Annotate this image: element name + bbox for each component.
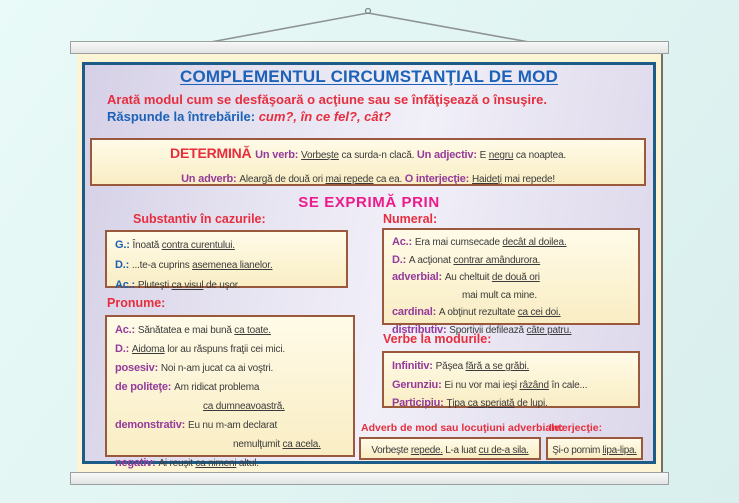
text-segment: Ţipa [446, 398, 468, 409]
text-segment: de lupi. [514, 398, 548, 409]
text-segment: nemulţumit [233, 439, 283, 450]
text-line [550, 439, 639, 460]
text-line [115, 255, 338, 275]
text-segment: Vorbeşte [301, 150, 339, 161]
text-segment: asemenea lianelor. [192, 260, 273, 271]
numeral-heading: Numeral: [383, 212, 438, 226]
text-segment: repede. [410, 445, 443, 456]
text-segment: în cale... [548, 379, 588, 391]
text-segment: D.: [115, 259, 132, 271]
substantiv-heading: Substantiv în cazurile: [133, 212, 266, 226]
text-segment: râzând [519, 379, 549, 391]
text-line [392, 376, 630, 395]
text-line [115, 453, 345, 472]
verbe-heading: Verbe la modurile: [383, 332, 492, 346]
bottom-rail [70, 472, 669, 485]
text-line [115, 415, 345, 434]
text-segment: Ac.: [392, 236, 415, 248]
text-line [115, 396, 345, 415]
hanger-ring-icon [366, 9, 371, 14]
text-segment: adverbial: [392, 271, 445, 283]
text-segment: ca surda-n clacă. [338, 150, 417, 161]
text-segment: ca toate. [234, 325, 271, 336]
text-line [363, 439, 537, 460]
text-line [115, 434, 345, 453]
text-segment: ca acela. [282, 439, 321, 450]
text-segment: Am ridicat problema [174, 382, 260, 393]
text-segment: posesiv: [115, 362, 161, 374]
text-segment: Ai reuşit [158, 458, 196, 469]
text-line [100, 142, 636, 167]
text-segment: ...te-a cuprins [131, 260, 193, 271]
interjectie-box [546, 437, 643, 460]
text-segment: DETERMINĂ [170, 145, 256, 161]
pronume-box [105, 315, 355, 469]
text-line [392, 251, 630, 269]
text-line [115, 320, 345, 339]
text-segment: Gerunziu: [392, 378, 445, 391]
adverb-heading: Adverb de mod sau locuţiuni adverbiale: [361, 422, 564, 434]
text-segment: G.: [115, 239, 133, 251]
text-line [392, 268, 630, 286]
text-segment: de uşor. [203, 280, 240, 291]
text-segment: L-a luat [442, 445, 479, 456]
text-segment: Ei nu vor mai ieşi [444, 379, 520, 391]
top-rail [70, 41, 669, 54]
questions-text: cum?, în ce fel?, cât? [258, 109, 391, 124]
text-segment: Pluteşti [137, 280, 172, 291]
text-segment: Aleargă de două ori [239, 174, 326, 185]
text-segment: E [479, 150, 489, 161]
text-segment: ca ea. [373, 174, 405, 185]
text-segment: demonstrativ: [115, 419, 188, 431]
text-segment: contra curentului. [161, 240, 235, 251]
verbe-box [382, 351, 640, 408]
text-segment: Au cheltuit [444, 272, 492, 283]
text-line [100, 167, 636, 191]
page-title: COMPLEMENTUL CIRCUMSTANŢIAL DE MOD [180, 67, 558, 86]
text-segment: fără a se grăbi. [465, 361, 530, 372]
text-segment: mai repede! [501, 174, 555, 185]
text-segment: de politeţe: [115, 381, 175, 393]
text-segment: Un adjectiv: [416, 149, 480, 161]
text-segment: Vorbeşte [371, 445, 411, 456]
text-line [115, 275, 338, 295]
text-segment: D.: [392, 253, 409, 266]
text-line [115, 339, 345, 358]
text-segment: Şi-o pornim [552, 445, 603, 456]
text-segment: decât al doilea. [502, 237, 567, 248]
text-line [392, 286, 630, 304]
substantiv-box [105, 230, 348, 291]
text-segment: A obţinut rezultate [438, 307, 518, 318]
text-line [115, 377, 345, 396]
text-segment: Sănătatea e mai bună [137, 325, 235, 336]
text-segment: A acţionat [408, 254, 454, 266]
interjectie-heading: Interjecţie: [549, 422, 603, 434]
text-segment: Participiu: [392, 397, 447, 409]
text-segment: negru [488, 150, 514, 161]
text-segment: Era mai cumsecade [414, 237, 503, 248]
text-segment: ca speriată [467, 398, 515, 409]
text-line [392, 357, 630, 376]
text-segment: D.: [115, 343, 132, 355]
text-segment: Noi n-am jucat ca ai voştri. [160, 363, 274, 374]
text-segment: Un adverb: [181, 173, 240, 185]
text-segment: Un verb: [255, 149, 302, 161]
poster-description: Arată modul cum se desfăşoară o acţiune sau se înfăţişează o însuşire. [107, 92, 547, 107]
text-segment: cu de-a sila. [478, 445, 529, 456]
pronume-heading: Pronume: [107, 296, 166, 310]
text-segment: lor au răspuns fraţii cei mici. [164, 344, 285, 355]
text-segment: Înoată [132, 240, 162, 251]
poster-paper [77, 50, 663, 474]
text-line [392, 394, 630, 413]
text-line [115, 235, 338, 255]
text-segment: lipa-lipa. [602, 445, 637, 456]
text-line [392, 233, 630, 251]
text-line [392, 303, 630, 321]
text-segment: O interjecţie: [404, 173, 472, 185]
text-segment: mai repede [325, 174, 374, 185]
text-segment: de două ori [491, 272, 540, 283]
text-segment: câte patru. [526, 324, 572, 336]
text-segment: Păşea [435, 361, 466, 372]
text-segment: ca cei doi. [517, 307, 561, 318]
determina-box [90, 138, 646, 186]
se-exprima-heading: SE EXPRIMĂ PRIN [298, 194, 440, 211]
text-segment: negativ: [115, 457, 159, 469]
numeral-box [382, 228, 640, 336]
questions-line [107, 109, 391, 124]
poster-panel [82, 62, 656, 469]
text-segment: Ac.: [115, 324, 138, 336]
text-line [115, 358, 345, 377]
text-segment: mai mult ca mine. [462, 289, 537, 301]
text-segment: Ac.: [115, 279, 138, 291]
text-segment: Aidoma [131, 344, 165, 355]
text-segment: ca noaptea. [513, 150, 566, 161]
text-segment: altul. [236, 458, 259, 469]
adverb-box [359, 437, 541, 460]
text-segment: Haideţi [472, 174, 502, 185]
text-segment: ca visul [171, 280, 204, 291]
text-segment: Sportivii defilează [449, 324, 527, 336]
text-segment: contrar amândurora. [453, 254, 541, 266]
text-segment: ca nimeni [195, 458, 237, 469]
questions-label: Răspunde la întrebările: [107, 109, 259, 124]
text-segment: ca dumneavoastră. [203, 401, 285, 412]
text-segment: Eu nu m-am declarat [188, 420, 278, 431]
text-segment: Infinitiv: [392, 360, 436, 372]
text-segment: cardinal: [392, 306, 439, 318]
text-segment: distributiv: [392, 323, 450, 336]
